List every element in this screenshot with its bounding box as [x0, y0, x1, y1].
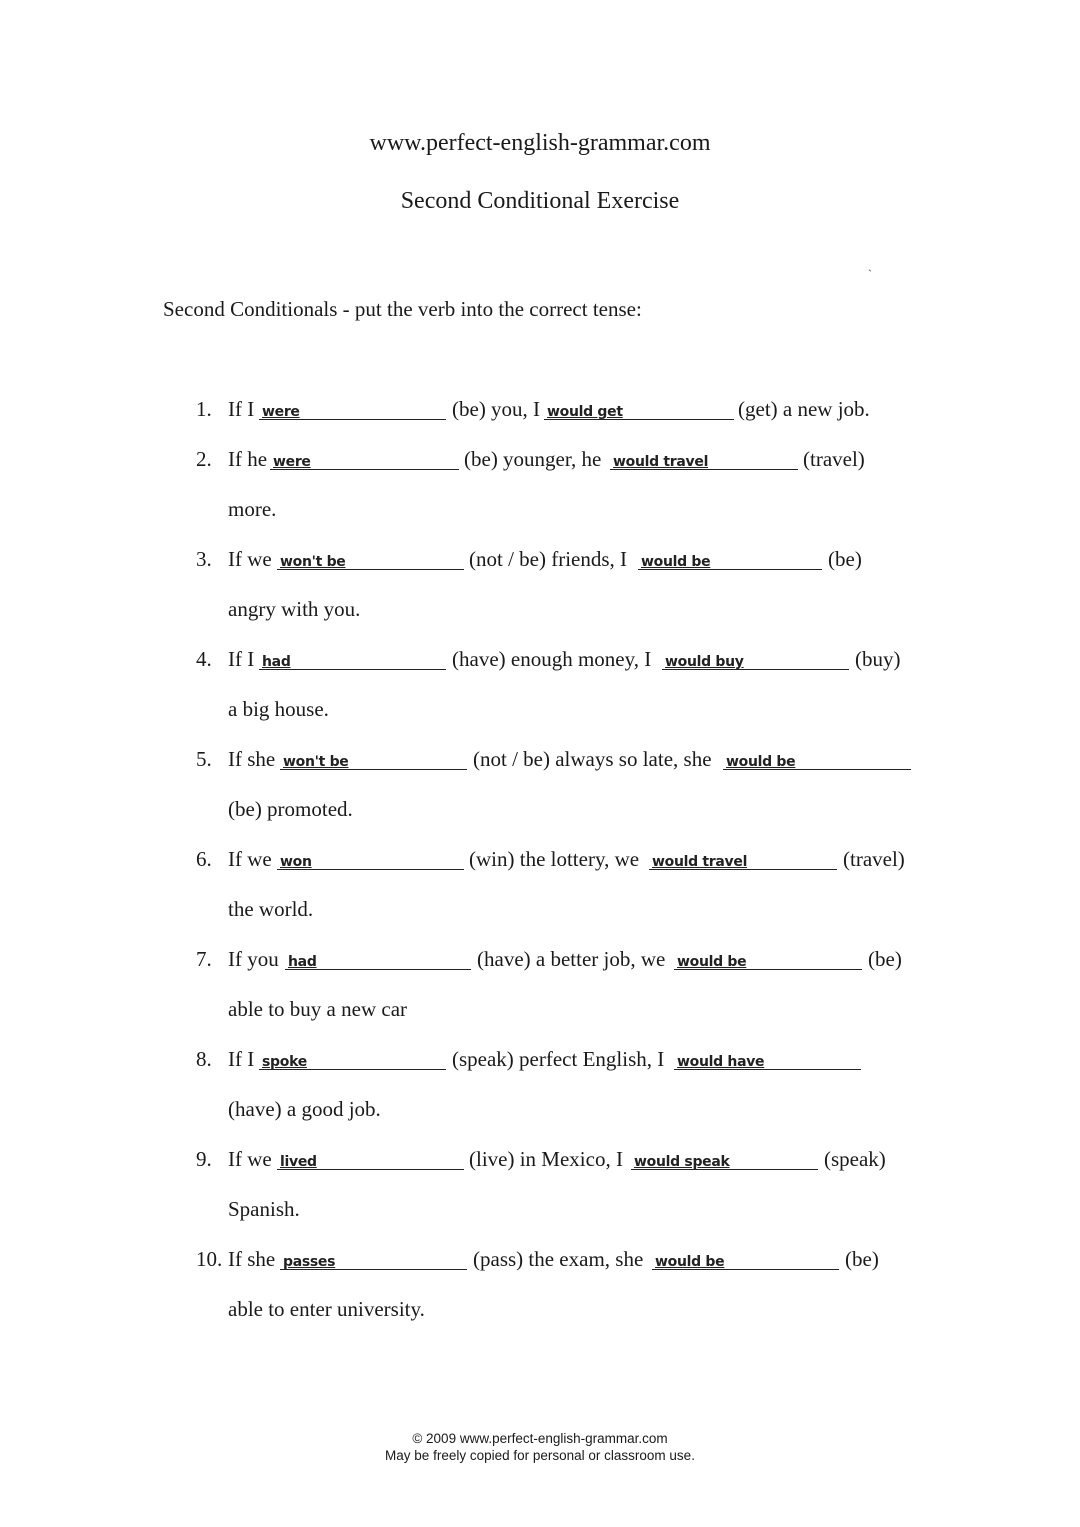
exercise-prompt-middle: (win) the lottery, we [469, 847, 640, 871]
exercise-item [0, 447, 1080, 473]
exercise-prompt-end: (be) [868, 947, 902, 971]
exercise-item [0, 947, 1080, 973]
exercise-prompt-middle: (live) in Mexico, I [469, 1147, 623, 1171]
exercise-prompt-middle: (be) you, I [452, 397, 541, 421]
exercise-item [0, 1047, 1080, 1073]
handwritten-answer: would travel [652, 854, 748, 870]
exercise-item [0, 1247, 1080, 1273]
handwritten-answer: had [288, 954, 317, 970]
exercise-prompt-middle: (speak) perfect English, I [452, 1047, 665, 1071]
answer-blank-1[interactable] [259, 397, 446, 420]
exercise-number: 2. [196, 447, 212, 471]
exercise-continuation: the world. [228, 897, 314, 921]
exercise-prompt-middle: (have) a better job, we [477, 947, 666, 971]
exercise-prompt-end: (get) a new job. [738, 397, 870, 421]
page-title: Second Conditional Exercise [400, 188, 680, 214]
exercise-number: 3. [196, 547, 212, 571]
exercise-number: 6. [196, 847, 212, 871]
exercise-continuation: Spanish. [228, 1197, 300, 1221]
answer-blank-2[interactable] [674, 1047, 861, 1070]
answer-blank-2[interactable] [662, 647, 849, 670]
exercise-continuation: (be) promoted. [228, 797, 353, 821]
exercise-continuation: able to enter university. [228, 1297, 425, 1321]
handwritten-answer: spoke [262, 1054, 307, 1070]
handwritten-answer: won [280, 854, 312, 870]
answer-blank-2[interactable] [638, 547, 822, 570]
handwritten-answer: were [273, 454, 311, 470]
exercise-prompt-start: If I [228, 397, 255, 421]
answer-blank-1[interactable] [285, 947, 471, 970]
exercise-continuation: a big house. [228, 697, 329, 721]
exercise-prompt-end: (be) [845, 1247, 879, 1271]
handwritten-answer: would speak [634, 1154, 730, 1170]
answer-blank-2[interactable] [723, 747, 911, 770]
exercise-number: 8. [196, 1047, 212, 1071]
handwritten-answer: would be [726, 754, 796, 770]
exercise-prompt-end: (travel) [803, 447, 865, 471]
exercise-continuation: able to buy a new car [228, 997, 408, 1021]
handwritten-answer: would buy [665, 654, 744, 670]
exercise-number: 4. [196, 647, 212, 671]
answer-blank-2[interactable] [674, 947, 862, 970]
exercise-number: 10. [196, 1247, 223, 1271]
handwritten-answer: would be [641, 554, 711, 570]
handwritten-answer: would have [677, 1054, 765, 1070]
exercise-item [0, 397, 1080, 423]
exercise-item [0, 647, 1080, 673]
handwritten-answer: were [262, 404, 300, 420]
exercise-prompt-start: If we [228, 547, 272, 571]
answer-blank-1[interactable] [259, 647, 446, 670]
exercise-prompt-end: (travel) [843, 847, 905, 871]
footer-license: May be freely copied for personal or classroom use. [385, 1448, 695, 1463]
handwritten-answer: lived [280, 1154, 317, 1170]
instructions: Second Conditionals - put the verb into the correct tense: [163, 297, 642, 321]
handwritten-answer: won't be [280, 554, 346, 570]
answer-blank-1[interactable] [280, 1247, 467, 1270]
answer-blank-1[interactable] [280, 747, 467, 770]
exercise-number: 5. [196, 747, 212, 771]
exercise-prompt-end: (be) [828, 547, 862, 571]
exercise-continuation: (have) a good job. [228, 1097, 381, 1121]
handwritten-answer: had [262, 654, 291, 670]
exercise-number: 1. [196, 397, 212, 421]
exercise-prompt-middle: (not / be) friends, I [469, 547, 628, 571]
handwritten-answer: would get [547, 404, 623, 420]
exercise-prompt-end: (speak) [824, 1147, 886, 1171]
answer-blank-2[interactable] [610, 447, 798, 470]
answer-blank-1[interactable] [259, 1047, 446, 1070]
handwritten-answer: would travel [613, 454, 709, 470]
handwritten-answer: passes [283, 1254, 336, 1270]
exercise-prompt-start: If she [228, 747, 276, 771]
answer-blank-1[interactable] [277, 1147, 464, 1170]
exercise-number: 7. [196, 947, 212, 971]
exercise-prompt-middle: (have) enough money, I [452, 647, 652, 671]
handwritten-answer: would be [655, 1254, 725, 1270]
answer-blank-1[interactable] [270, 447, 459, 470]
exercise-continuation: more. [228, 497, 277, 521]
answer-blank-1[interactable] [277, 847, 464, 870]
exercise-prompt-end: (buy) [855, 647, 901, 671]
handwritten-answer: won't be [283, 754, 349, 770]
exercise-continuation: angry with you. [228, 597, 361, 621]
site-url: www.perfect-english-grammar.com [369, 130, 711, 156]
exercise-number: 9. [196, 1147, 212, 1171]
exercise-prompt-start: If we [228, 1147, 272, 1171]
exercise-prompt-start: If I [228, 647, 255, 671]
exercise-prompt-start: If he [228, 447, 268, 471]
answer-blank-2[interactable] [652, 1247, 839, 1270]
exercise-prompt-middle: (pass) the exam, she [473, 1247, 644, 1271]
footer [0, 1430, 1080, 1464]
exercise-prompt-start: If we [228, 847, 272, 871]
exercise-item [0, 847, 1080, 873]
exercise-prompt-middle: (be) younger, he [464, 447, 602, 471]
answer-blank-2[interactable] [544, 397, 734, 420]
exercise-item [0, 1147, 1080, 1173]
handwritten-answer: would be [677, 954, 747, 970]
exercise-item [0, 747, 1080, 773]
exercise-prompt-start: If I [228, 1047, 255, 1071]
answer-blank-2[interactable] [631, 1147, 818, 1170]
exercise-prompt-middle: (not / be) always so late, she [473, 747, 712, 771]
stray-mark: ˎ [868, 258, 872, 272]
footer-copyright: © 2009 www.perfect-english-grammar.com [412, 1431, 668, 1446]
answer-blank-1[interactable] [277, 547, 464, 570]
exercise-prompt-start: If you [228, 947, 279, 971]
answer-blank-2[interactable] [649, 847, 837, 870]
exercise-item [0, 547, 1080, 573]
exercise-prompt-start: If she [228, 1247, 276, 1271]
